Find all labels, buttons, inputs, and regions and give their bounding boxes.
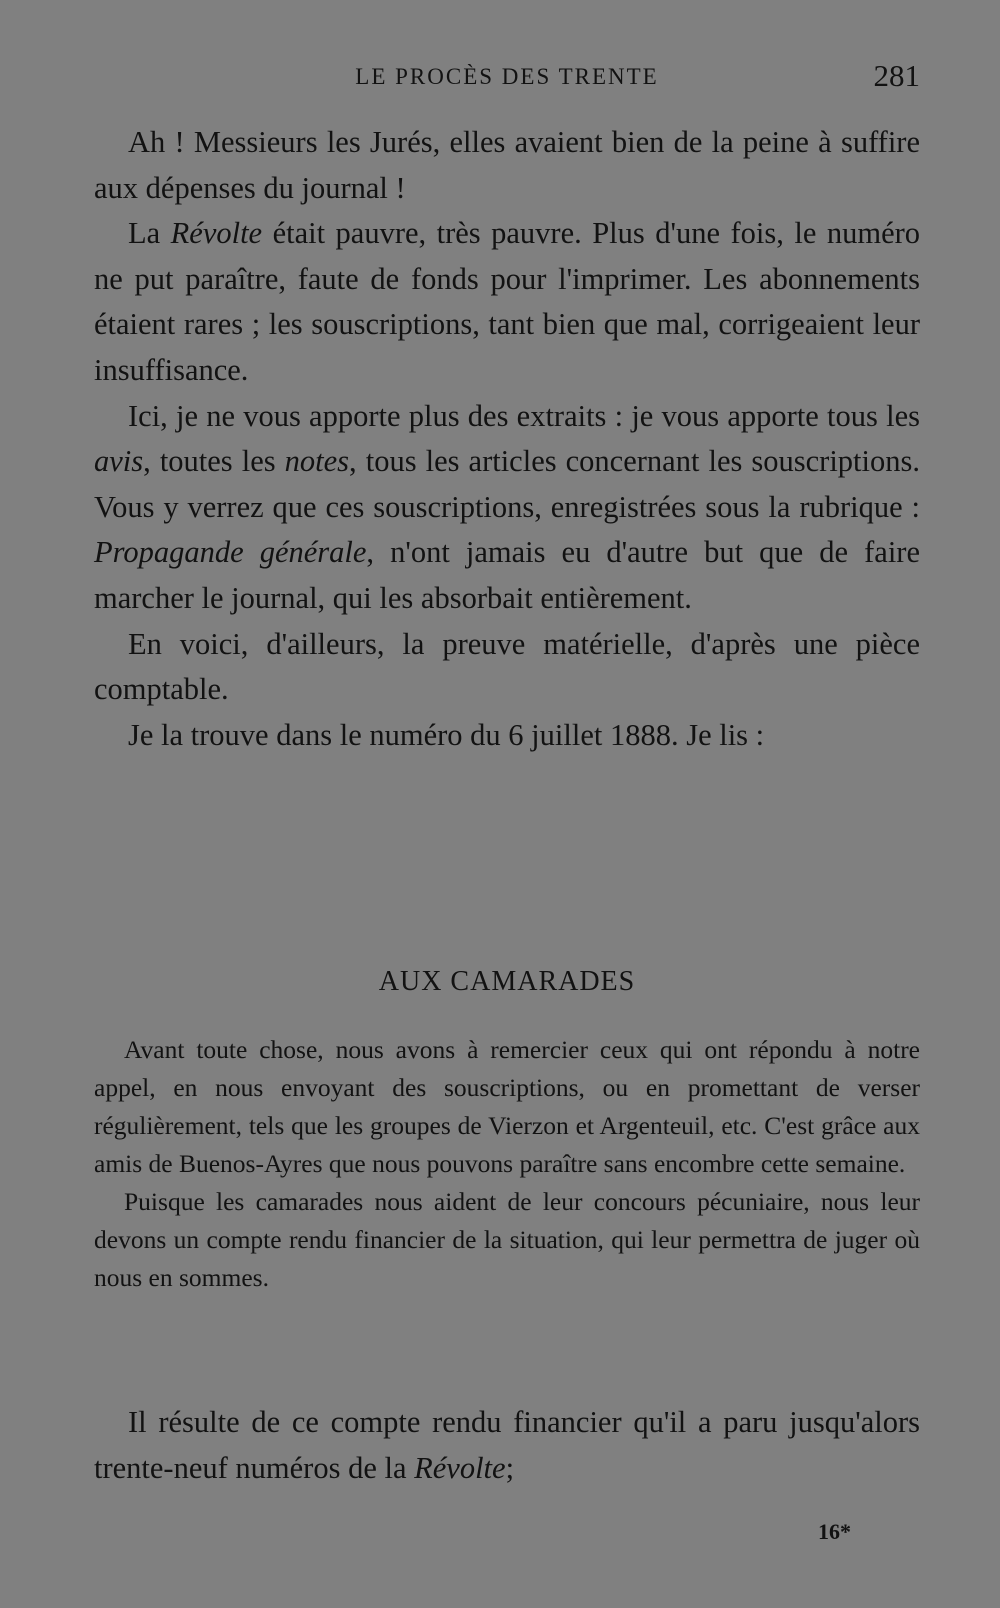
text-run: , toutes les	[143, 444, 285, 479]
paragraph-5	[94, 713, 920, 759]
text-run: ;	[505, 1450, 515, 1485]
paragraph-4	[94, 622, 920, 713]
page-number: 281	[873, 58, 920, 93]
text-run: Je la trouve dans le numéro du 6 juillet 1888. Je lis :	[128, 717, 765, 752]
paragraph-3	[94, 394, 920, 622]
paragraph-1	[94, 120, 920, 211]
text-run: Il résulte de ce compte rendu financier qu'il a paru jusqu'alors trente-neuf numéros de la	[94, 1405, 920, 1485]
running-title: LE PROCÈS DES TRENTE	[355, 64, 659, 89]
text-run: , tous les articles concernant les souscriptions. Vous y verrez que ces souscriptions, enregistrées sous la rubrique :	[94, 444, 920, 524]
quote-paragraph-1: Avant toute chose, nous avons à remercier ceux qui ont répondu à notre appel, en nous envoyant des souscriptions, ou en promettant de verser régulièrement, tels que les groupes de Vierzon et Argenteuil, etc. C'est grâce aux amis de Buenos-Ayres que nous pouvons paraître sans encombre cette semaine.	[94, 1035, 920, 1178]
quote-paragraph-2: Puisque les camarades nous aident de leur concours pécuniaire, nous leur devons un compte rendu financier de la situation, qui leur permettra de juger où nous en sommes.	[94, 1187, 920, 1292]
closing-text	[94, 1400, 920, 1491]
text-run: , n'ont jamais eu d'autre but que de faire marcher le journal, qui les absorbait entièrement.	[94, 535, 920, 615]
text-run: Ah ! Messieurs les Jurés, elles avaient bien de la peine à suffire aux dépenses du journal !	[94, 125, 920, 205]
italic-run: Révolte	[170, 216, 263, 251]
italic-run: Révolte	[414, 1450, 506, 1485]
running-head	[94, 58, 920, 98]
italic-run: avis	[94, 444, 144, 479]
text-run: Ici, je ne vous apporte plus des extraits : je vous apporte tous les	[128, 398, 920, 433]
text-run: En voici, d'ailleurs, la preuve matérielle, d'après une pièce comptable.	[94, 626, 920, 707]
italic-run: Propagande générale	[94, 535, 367, 570]
paragraph-2	[94, 211, 920, 393]
closing-paragraph	[94, 1400, 920, 1491]
quoted-article	[94, 1031, 920, 1297]
text-run: était pauvre, très pauvre. Plus d'une fois, le numéro ne put paraître, faute de fonds pour l'imprimer. Les abonnements étaient rares ; les souscriptions, tant bien que mal, corrigeaient leur insuffisance.	[94, 216, 921, 387]
italic-run: notes	[284, 444, 350, 479]
quote-heading: AUX CAMARADES	[378, 966, 636, 997]
main-text	[94, 120, 920, 758]
signature-mark: 16*	[818, 1519, 851, 1544]
text-run: La	[128, 216, 171, 251]
